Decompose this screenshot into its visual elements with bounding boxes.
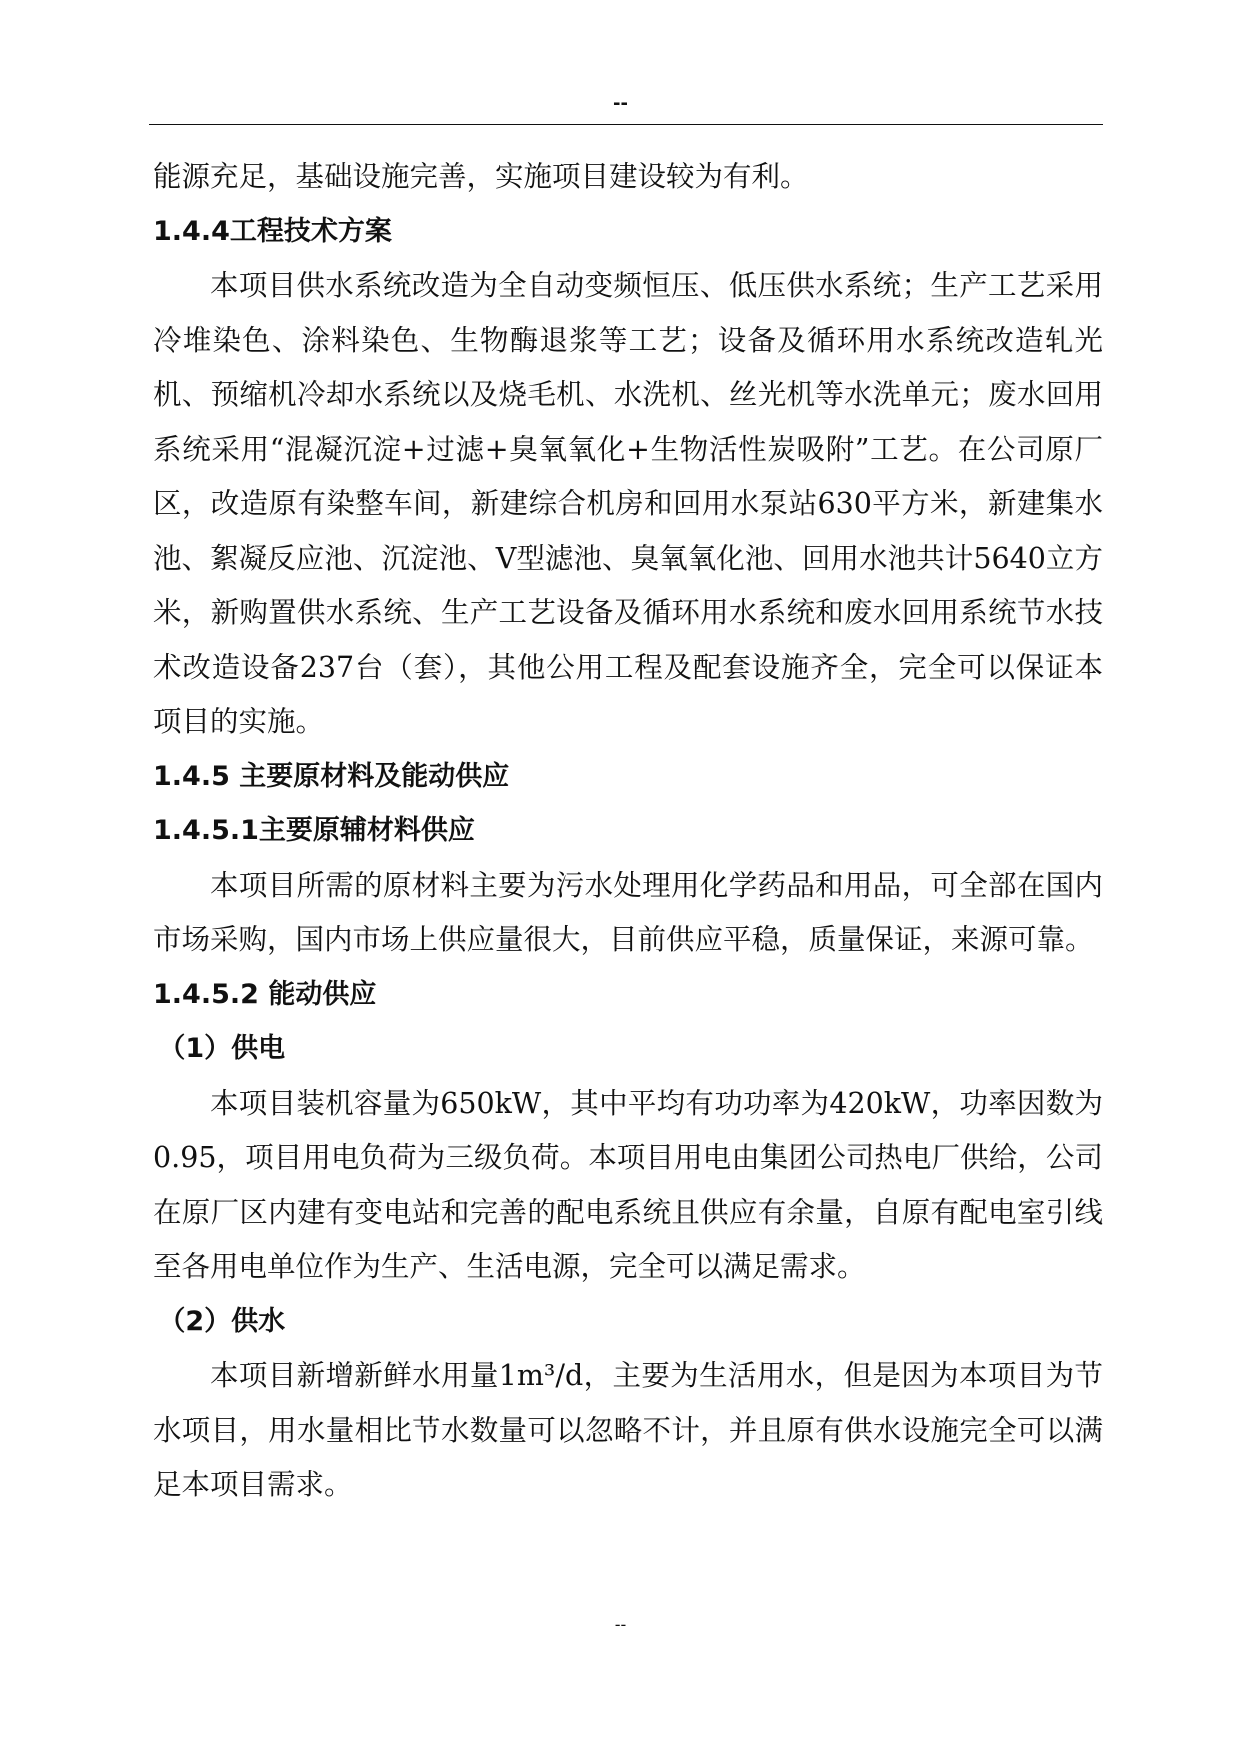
section-1-4-5-2-title: 1.4.5.2 能动供应 xyxy=(153,978,377,1010)
power-supply-paragraph: 本项目装机容量为650kW，其中平均有功功率为420kW，功率因数为0.95，项目用电负荷为三级负荷。本项目用电由集团公司热电厂供给，公司在原厂区内建有变电站和完善的配电系统且供应有余量，自原有配电室引线至各用电单位作为生产、生活电源，完全可以满足需求。 xyxy=(153,1086,1103,1283)
section-1-4-4-paragraph: 本项目供水系统改造为全自动变频恒压、低压供水系统；生产工艺采用冷堆染色、涂料染色、生物酶退浆等工艺；设备及循环用水系统改造轧光机、预缩机冷却水系统以及烧毛机、水洗机、丝光机等水洗单元；废水回用系统采用“混凝沉淀+过滤+臭氧氧化+生物活性炭吸附”工艺。在公司原厂区，改造原有染整车间，新建综合机房和回用水泵站630平方米，新建集水池、絮凝反应池、沉淀池、V型滤池、臭氧氧化池、回用水池共计5640立方米，新购置供水系统、生产工艺设备及循环用水系统和废水回用系统节水技术改造设备237台（套），其他公用工程及配套设施齐全，完全可以保证本项目的实施。 xyxy=(153,269,1103,738)
section-1-4-5-title: 1.4.5 主要原材料及能动供应 xyxy=(153,760,510,792)
water-supply-paragraph: 本项目新增新鲜水用量1m³/d，主要为生活用水，但是因为本项目为节水项目，用水量相比节水数量可以忽略不计，并且原有供水设施完全可以满足本项目需求。 xyxy=(153,1359,1103,1501)
power-supply-title: （1）供电 xyxy=(158,1033,286,1064)
section-1-4-4-title: 1.4.4工程技术方案 xyxy=(153,215,392,247)
section-1-4-5-1-paragraph: 本项目所需的原材料主要为污水处理用化学药品和用品，可全部在国内市场采购，国内市场上供应量很大，目前供应平稳，质量保证，来源可靠。 xyxy=(153,868,1103,956)
intro-line: 能源充足，基础设施完善，实施项目建设较为有利。 xyxy=(153,160,809,193)
section-1-4-5-1-title: 1.4.5.1主要原辅材料供应 xyxy=(153,815,475,846)
header-rule xyxy=(149,124,1103,125)
footer-page-mark: -- xyxy=(614,1615,627,1634)
water-supply-title: （2）供水 xyxy=(158,1305,286,1337)
document-body xyxy=(153,150,1103,1513)
header-page-mark: -- xyxy=(613,93,628,114)
